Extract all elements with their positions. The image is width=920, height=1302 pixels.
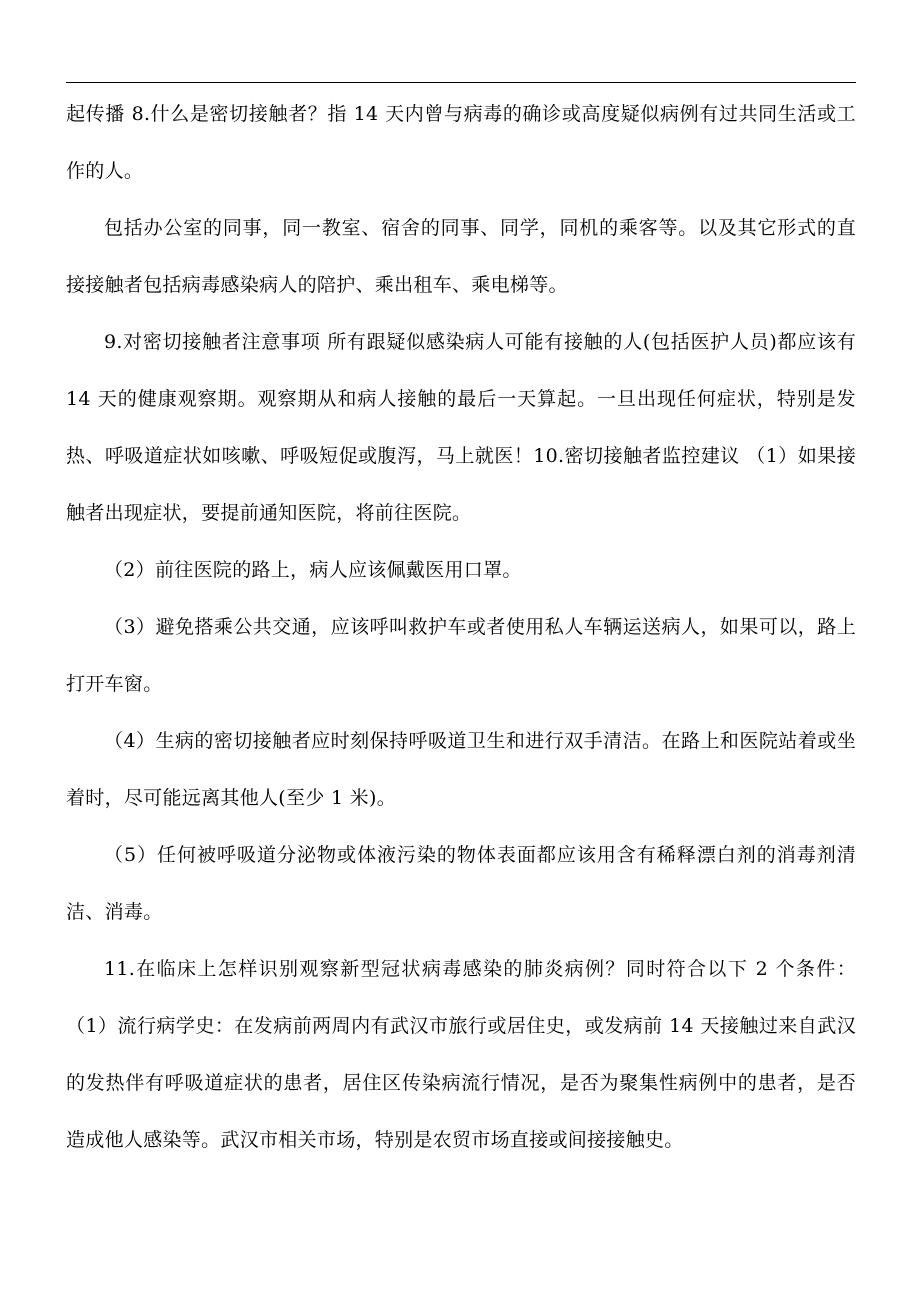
paragraph-close-contact-definition: 起传播 8.什么是密切接触者？指 14 天内曾与病毒的确诊或高度疑似病例有过共同生活或工作的人。 bbox=[66, 103, 856, 182]
header-divider bbox=[66, 82, 856, 83]
paragraph-contact-precautions: 9.对密切接触者注意事项 所有跟疑似感染病人可能有接触的人(包括医护人员)都应该有 14 天的健康观察期。观察期从和病人接触的最后一天算起。一旦出现任何症状，特别是发热、呼吸道症状如咳嗽、呼吸短促或腹泻，马上就医！10.密切接触者监控建议 （1）如果接触者出现症状，要提前通知医院，将前往医院。 bbox=[66, 331, 856, 524]
paragraph-clinical-identification: 11.在临床上怎样识别观察新型冠状病毒感染的肺炎病例？同时符合以下 2 个条件： （1）流行病学史：在发病前两周内有武汉市旅行或居住史，或发病前 14 天接触过来自武汉的发热伴有呼吸道症状的患者，居住区传染病流行情况，是否为聚集性病例中的患者，是否造成他人感染等。武汉市相关市场，特别是农贸市场直接或间接接触史。 bbox=[66, 958, 856, 1151]
paragraph-transport-advice: （3）避免搭乘公共交通，应该呼叫救护车或者使用私人车辆运送病人，如果可以，路上打开车窗。 bbox=[66, 616, 856, 695]
paragraph-disinfection-advice: （5）任何被呼吸道分泌物或体液污染的物体表面都应该用含有稀释漂白剂的消毒剂清洁、消毒。 bbox=[66, 844, 856, 923]
paragraph-mask-advice: （2）前往医院的路上，病人应该佩戴医用口罩。 bbox=[104, 559, 522, 581]
document-body bbox=[66, 86, 856, 1169]
paragraph-hygiene-advice: （4）生病的密切接触者应时刻保持呼吸道卫生和进行双手清洁。在路上和医院站着或坐着时，尽可能远离其他人(至少 1 米)。 bbox=[66, 730, 856, 809]
paragraph-contact-examples: 包括办公室的同事，同一教室、宿舍的同事、同学，同机的乘客等。以及其它形式的直接接触者包括病毒感染病人的陪护、乘出租车、乘电梯等。 bbox=[66, 217, 856, 296]
